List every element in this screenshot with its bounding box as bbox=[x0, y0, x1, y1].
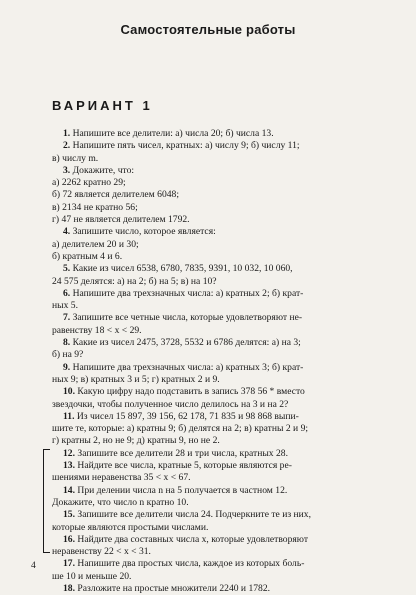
exercise-line bbox=[52, 485, 382, 497]
exercise-text: г) 47 не является делителем 1792. bbox=[52, 214, 190, 226]
exercise-number: 7. bbox=[63, 312, 71, 324]
exercise-number: 15. bbox=[63, 509, 75, 521]
exercise-line bbox=[52, 153, 382, 165]
exercise-line bbox=[52, 325, 382, 337]
exercise-text: а) делителем 20 и 30; bbox=[52, 238, 139, 250]
exercise-line bbox=[52, 140, 382, 152]
group-bracket bbox=[43, 449, 50, 553]
exercise-line bbox=[52, 288, 382, 300]
exercise-number: 13. bbox=[63, 460, 75, 472]
exercise-line bbox=[52, 349, 382, 361]
exercise-line bbox=[52, 534, 382, 546]
exercise-line bbox=[52, 472, 382, 484]
page-number: 4 bbox=[31, 561, 36, 571]
exercise-text: ше 10 и меньше 20. bbox=[52, 570, 132, 582]
exercise-line bbox=[52, 509, 382, 521]
exercise-number: 18. bbox=[63, 582, 75, 594]
exercise-line bbox=[52, 497, 382, 509]
exercise-text: звездочки, чтобы полученное число делилось на 3 и на 2? bbox=[52, 398, 289, 410]
exercise-line bbox=[52, 558, 382, 570]
exercise-text: Напишите два трехзначных числа: а) кратных 3; б) крат- bbox=[70, 361, 304, 373]
exercise-number: 14. bbox=[63, 484, 75, 496]
exercise-text: Напишите все делители: а) числа 20; б) числа 13. bbox=[70, 128, 274, 139]
exercise-line bbox=[52, 239, 382, 251]
exercise-text: б) 72 является делителем 6048; bbox=[52, 189, 180, 201]
exercise-text: Какие из чисел 2475, 3728, 5532 и 6786 делятся: а) на 3; bbox=[70, 337, 301, 349]
exercise-number: 9. bbox=[63, 361, 71, 373]
exercise-text: б) на 9? bbox=[52, 349, 84, 361]
exercise-number: 17. bbox=[63, 558, 75, 570]
exercise-text: в) числу m. bbox=[52, 152, 99, 164]
exercise-number: 11. bbox=[63, 410, 75, 422]
exercise-line bbox=[52, 411, 382, 423]
exercise-line bbox=[52, 460, 382, 472]
exercise-line bbox=[52, 202, 382, 214]
exercise-list bbox=[52, 128, 382, 595]
exercise-line bbox=[52, 251, 382, 263]
exercise-text: 24 575 делятся: а) на 2; б) на 5; в) на 10? bbox=[52, 275, 217, 287]
exercise-number: 10. bbox=[63, 386, 75, 398]
exercise-line bbox=[52, 386, 382, 398]
exercise-line bbox=[52, 263, 382, 275]
exercise-line bbox=[52, 362, 382, 374]
exercise-line bbox=[52, 435, 382, 447]
exercise-line bbox=[52, 128, 382, 140]
exercise-text: Напишите пять чисел, кратных: а) числу 9; б) числу 11; bbox=[70, 140, 300, 152]
exercise-text: Запишите все четные числа, которые удовлетворяют не- bbox=[70, 312, 303, 324]
exercise-text: Напишите два трехзначных числа: а) кратных 2; б) крат- bbox=[70, 287, 304, 299]
exercise-line bbox=[52, 300, 382, 312]
exercise-text: а) 2262 кратно 29; bbox=[52, 177, 126, 189]
exercise-text: Из чисел 15 897, 39 156, 62 178, 71 835 и 98 868 выпи- bbox=[74, 410, 299, 422]
exercise-text: Разложите на простые множители 2240 и 1782. bbox=[75, 582, 271, 594]
exercise-text: которые являются простыми числами. bbox=[52, 521, 209, 533]
exercise-text: шениями неравенства 35 < x < 67. bbox=[52, 472, 191, 484]
exercise-number: 12. bbox=[63, 447, 75, 459]
exercise-text: неравенству 22 < x < 31. bbox=[52, 546, 151, 558]
exercise-number: 2. bbox=[63, 140, 71, 152]
exercise-number: 1. bbox=[63, 128, 71, 139]
exercise-text: Запишите число, которое является: bbox=[70, 226, 216, 238]
exercise-line bbox=[52, 583, 382, 595]
exercise-text: Какие из чисел 6538, 6780, 7835, 9391, 10 032, 10 060, bbox=[70, 263, 293, 275]
exercise-text: равенству 18 < x < 29. bbox=[52, 324, 142, 336]
exercise-line bbox=[52, 374, 382, 386]
exercise-text: шите те, которые: а) кратны 9; б) делятся на 2; в) кратны 2 и 9; bbox=[52, 423, 309, 435]
exercise-number: 16. bbox=[63, 533, 75, 545]
exercise-number: 8. bbox=[63, 337, 71, 349]
exercise-text: При делении числа n на 5 получается в частном 12. bbox=[75, 484, 288, 496]
exercise-number: 4. bbox=[63, 226, 71, 238]
exercise-text: Докажите, что число n кратно 10. bbox=[52, 496, 189, 508]
variant-title: ВАРИАНТ 1 bbox=[52, 98, 153, 113]
exercise-text: г) кратны 2, но не 9; д) кратны 9, но не 2. bbox=[52, 435, 220, 447]
exercise-number: 5. bbox=[63, 263, 71, 275]
exercise-line bbox=[52, 399, 382, 411]
exercise-text: Напишите два простых числа, каждое из которых боль- bbox=[75, 558, 305, 570]
exercise-line bbox=[52, 337, 382, 349]
exercise-line bbox=[52, 423, 382, 435]
exercise-line bbox=[52, 571, 382, 583]
exercise-line bbox=[52, 214, 382, 226]
exercise-line bbox=[52, 522, 382, 534]
exercise-text: Найдите все числа, кратные 5, которые являются ре- bbox=[75, 460, 292, 472]
exercise-number: 3. bbox=[63, 164, 71, 176]
exercise-line bbox=[52, 276, 382, 288]
exercise-line bbox=[52, 177, 382, 189]
exercise-line bbox=[52, 546, 382, 558]
exercise-text: в) 2134 не кратно 56; bbox=[52, 201, 138, 213]
exercise-text: Докажите, что: bbox=[70, 164, 135, 176]
exercise-line bbox=[52, 448, 382, 460]
exercise-line bbox=[52, 189, 382, 201]
exercise-text: Запишите все делители числа 24. Подчеркните те из них, bbox=[75, 509, 311, 521]
exercise-text: Запишите все делители 28 и три числа, кратных 28. bbox=[75, 447, 288, 459]
exercise-line bbox=[52, 312, 382, 324]
exercise-line bbox=[52, 226, 382, 238]
exercise-text: Найдите два составных числа x, которые удовлетворяют bbox=[75, 533, 309, 545]
exercise-text: б) кратным 4 и 6. bbox=[52, 250, 123, 262]
exercise-line bbox=[52, 165, 382, 177]
exercise-text: Какую цифру надо подставить в запись 378 56 * вместо bbox=[75, 386, 305, 398]
section-title: Самостоятельные работы bbox=[120, 22, 296, 37]
exercise-text: ных 5. bbox=[52, 300, 78, 312]
exercise-text: ных 9; в) кратных 3 и 5; г) кратных 2 и 9. bbox=[52, 373, 220, 385]
exercise-number: 6. bbox=[63, 287, 71, 299]
